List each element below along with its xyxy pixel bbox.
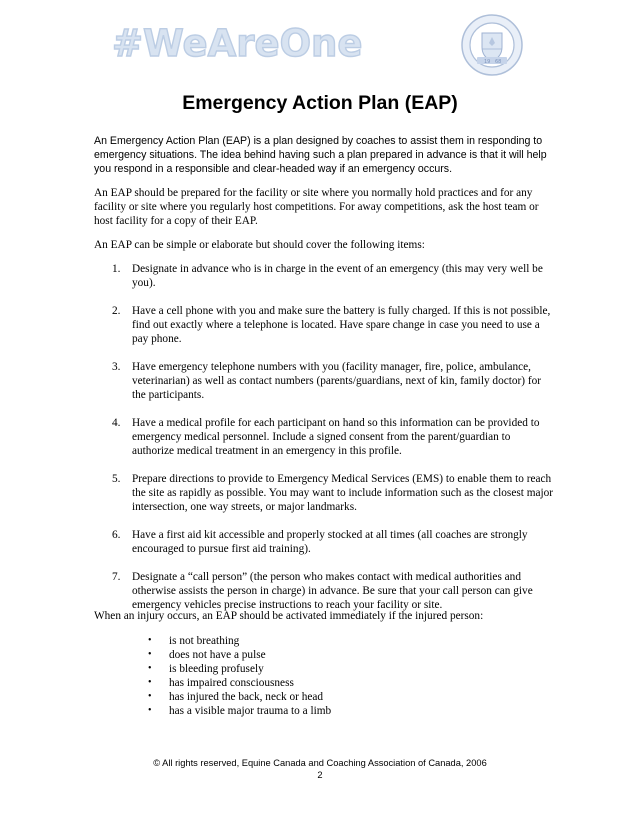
seal-year-left: 19 [484,59,491,65]
bullet-icon: • [148,705,152,716]
bullet-icon: • [148,635,152,646]
item-number: 5. [112,473,121,485]
bullet-text: has a visible major trauma to a limb [169,705,332,717]
bullet-text: is bleeding profusely [169,663,264,675]
list-item [94,304,554,346]
item-text: Have a cell phone with you and make sure the battery is fully charged. If this is not possible, find out exactly where a telephone is located. Have spare change in case you need to use a pay phone. [132,305,551,345]
bullet-icon: • [148,691,152,702]
items-intro-paragraph: An EAP can be simple or elaborate but should cover the following items: [94,239,425,251]
school-crest-seal-icon [460,13,524,77]
list-item [148,704,331,718]
seal-year-right: 68 [495,59,502,65]
bullet-text: has injured the back, neck or head [169,691,324,703]
list-item [148,648,331,662]
bullet-icon: • [148,649,152,660]
item-number: 7. [112,571,121,583]
facility-paragraph: An EAP should be prepared for the facility or site where you normally hold practices and for any facility or site where you regularly host competitions. For away competitions, ask the host team or host facility for a copy of their EAP. [94,187,539,227]
bullet-text: does not have a pulse [169,649,266,661]
page-number: 2 [317,770,323,780]
injury-criteria-list [148,634,331,718]
item-number: 4. [112,417,121,429]
bullet-icon: • [148,677,152,688]
bullet-icon: • [148,663,152,674]
list-item [148,662,331,676]
list-item [94,528,554,556]
item-text: Designate in advance who is in charge in the event of an emergency (this may very well be you). [132,263,543,289]
copyright-text: © All rights reserved, Equine Canada and Coaching Association of Canada, 2006 [153,758,487,768]
item-number: 1. [112,263,121,275]
intro-paragraph: An Emergency Action Plan (EAP) is a plan designed by coaches to assist them in responding to emergency situations. The idea behind having such a plan prepared in advance is that it will help you respond in a responsible and clear-headed way if an emergency occurs. [94,135,547,175]
hashtag-watermark: #WeAreOne [112,22,363,65]
page-footer [0,757,640,781]
item-text: Have a medical profile for each participant on hand so this information can be provided to emergency medical personnel. Include a signed consent from the parent/guardian to authorize medical treatment in an emergency in this profile. [132,417,540,457]
list-item [94,416,554,458]
list-item [148,690,331,704]
item-text: Have emergency telephone numbers with you (facility manager, fire, police, ambulance, veterinarian) as well as contact numbers (parents/guardians, next of kin, family doctor) for the participants. [132,361,542,401]
item-number: 2. [112,305,121,317]
list-item [148,634,331,648]
bullet-text: is not breathing [169,635,240,647]
eap-items-list [94,262,554,626]
list-item [94,360,554,402]
item-text: Have a first aid kit accessible and properly stocked at all times (all coaches are strongly encouraged to pursue first aid training). [132,529,528,555]
list-item [94,262,554,290]
item-number: 3. [112,361,121,373]
list-item [94,570,554,612]
injury-intro-paragraph: When an injury occurs, an EAP should be activated immediately if the injured person: [94,610,484,622]
item-number: 6. [112,529,121,541]
item-text: Designate a “call person” (the person who makes contact with medical authorities and otherwise assists the person in charge) in advance. Be sure that your call person can give emergency vehicles precise instructions to reach your facility or site. [132,571,533,611]
item-text: Prepare directions to provide to Emergency Medical Services (EMS) to enable them to reach the site as rapidly as possible. You may want to include information such as the closest major intersection, one way streets, or major landmarks. [132,473,554,513]
list-item [94,472,554,514]
list-item [148,676,331,690]
bullet-text: has impaired consciousness [169,677,294,689]
document-title: Emergency Action Plan (EAP) [182,92,458,114]
